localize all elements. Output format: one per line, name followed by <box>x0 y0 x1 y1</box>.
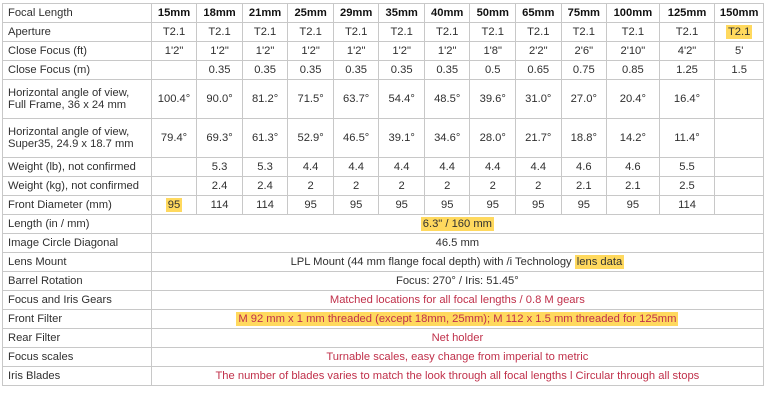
close-focus-m-cell: 1.5 <box>715 61 764 80</box>
close-focus-m-cell: 0.35 <box>333 61 379 80</box>
close-focus-m-cell: 1.25 <box>659 61 715 80</box>
weight-lb-row <box>3 158 764 177</box>
front-diameter-label: Front Diameter (mm) <box>3 196 152 215</box>
weight-lb-cell: 4.4 <box>379 158 425 177</box>
close-focus-ft-cell: 1'2" <box>197 42 243 61</box>
angle-s35-cell: 69.3° <box>197 119 243 158</box>
angle-s35-cell: 46.5° <box>333 119 379 158</box>
weight-kg-cell: 2 <box>516 177 562 196</box>
header-100mm: 100mm <box>607 4 660 23</box>
weight-kg-cell: 2 <box>424 177 470 196</box>
lens-mount-label: Lens Mount <box>3 253 152 272</box>
angle-s35-cell: 14.2° <box>607 119 660 158</box>
rear-filter-label: Rear Filter <box>3 329 152 348</box>
close-focus-m-cell: 0.35 <box>379 61 425 80</box>
rear-filter-row <box>3 329 764 348</box>
aperture-cell: T2.1 <box>607 23 660 42</box>
image-circle-row <box>3 234 764 253</box>
angle-ff-cell: 16.4° <box>659 80 715 119</box>
gears-label: Focus and Iris Gears <box>3 291 152 310</box>
close-focus-m-cell: 0.35 <box>197 61 243 80</box>
angle-ff-cell: 27.0° <box>561 80 607 119</box>
weight-lb-cell: 4.4 <box>516 158 562 177</box>
front-filter-value-cell <box>151 310 763 329</box>
close-focus-ft-cell: 2'2" <box>516 42 562 61</box>
front-diameter-cell: 95 <box>470 196 516 215</box>
angle-s35-cell <box>715 119 764 158</box>
angle-ff-cell: 31.0° <box>516 80 562 119</box>
front-diameter-cell: 95 <box>379 196 425 215</box>
header-21mm: 21mm <box>242 4 288 23</box>
close-focus-m-row <box>3 61 764 80</box>
aperture-row <box>3 23 764 42</box>
weight-lb-cell <box>715 158 764 177</box>
weight-kg-label: Weight (kg), not confirmed <box>3 177 152 196</box>
close-focus-m-cell: 0.35 <box>288 61 334 80</box>
weight-lb-cell <box>151 158 197 177</box>
angle-s35-cell: 11.4° <box>659 119 715 158</box>
header-65mm: 65mm <box>516 4 562 23</box>
length-label: Length (in / mm) <box>3 215 152 234</box>
iris-blades-row <box>3 367 764 386</box>
header-125mm: 125mm <box>659 4 715 23</box>
aperture-cell: T2.1 <box>516 23 562 42</box>
weight-lb-cell: 4.4 <box>288 158 334 177</box>
length-value-cell <box>151 215 763 234</box>
close-focus-ft-cell: 1'2" <box>151 42 197 61</box>
angle-ff-cell: 63.7° <box>333 80 379 119</box>
label-line: Super35, 24.9 x 18.7 mm <box>8 138 134 150</box>
lens-mount-value: LPL Mount (44 mm flange focal depth) with /i Technology <box>290 255 575 268</box>
close-focus-m-cell: 0.85 <box>607 61 660 80</box>
gears-value: Matched locations for all focal lengths / 0.8 M gears <box>151 291 763 310</box>
angle-ff-cell: 48.5° <box>424 80 470 119</box>
header-15mm: 15mm <box>151 4 197 23</box>
aperture-cell-150mm <box>715 23 764 42</box>
aperture-cell: T2.1 <box>379 23 425 42</box>
close-focus-ft-cell: 1'2" <box>242 42 288 61</box>
angle-ff-cell: 81.2° <box>242 80 288 119</box>
front-diameter-cell: 95 <box>561 196 607 215</box>
close-focus-m-label: Close Focus (m) <box>3 61 152 80</box>
front-diameter-cell: 95 <box>333 196 379 215</box>
aperture-cell: T2.1 <box>288 23 334 42</box>
angle-s35-cell: 61.3° <box>242 119 288 158</box>
angle-super35-row <box>3 119 764 158</box>
angle-full-frame-label <box>3 80 152 119</box>
angle-full-frame-row <box>3 80 764 119</box>
rear-filter-value: Net holder <box>151 329 763 348</box>
weight-kg-cell: 2.5 <box>659 177 715 196</box>
highlighted-value: lens data <box>576 255 623 268</box>
header-150mm: 150mm <box>715 4 764 23</box>
header-row <box>3 4 764 23</box>
close-focus-m-cell: 0.75 <box>561 61 607 80</box>
close-focus-ft-cell: 5' <box>715 42 764 61</box>
weight-kg-row <box>3 177 764 196</box>
barrel-rotation-value: Focus: 270° / Iris: 51.45° <box>151 272 763 291</box>
weight-lb-cell: 4.4 <box>470 158 516 177</box>
header-35mm: 35mm <box>379 4 425 23</box>
close-focus-ft-cell: 1'2" <box>379 42 425 61</box>
angle-ff-cell: 100.4° <box>151 80 197 119</box>
close-focus-m-cell <box>151 61 197 80</box>
weight-kg-cell: 2 <box>333 177 379 196</box>
close-focus-ft-cell: 2'10" <box>607 42 660 61</box>
weight-kg-cell: 2.4 <box>197 177 243 196</box>
image-circle-value: 46.5 mm <box>151 234 763 253</box>
angle-ff-cell: 20.4° <box>607 80 660 119</box>
angle-ff-cell: 54.4° <box>379 80 425 119</box>
weight-lb-cell: 4.6 <box>607 158 660 177</box>
front-diameter-row <box>3 196 764 215</box>
header-18mm: 18mm <box>197 4 243 23</box>
front-diameter-cell: 95 <box>288 196 334 215</box>
length-row <box>3 215 764 234</box>
weight-lb-cell: 4.4 <box>333 158 379 177</box>
weight-lb-cell: 4.6 <box>561 158 607 177</box>
lens-mount-value-cell <box>151 253 763 272</box>
header-29mm: 29mm <box>333 4 379 23</box>
weight-kg-cell: 2.4 <box>242 177 288 196</box>
weight-kg-cell: 2 <box>288 177 334 196</box>
highlighted-value: T2.1 <box>727 25 751 38</box>
gears-row <box>3 291 764 310</box>
lens-mount-row <box>3 253 764 272</box>
header-40mm: 40mm <box>424 4 470 23</box>
close-focus-m-cell: 0.65 <box>516 61 562 80</box>
front-diameter-cell: 114 <box>242 196 288 215</box>
aperture-cell: T2.1 <box>470 23 516 42</box>
weight-kg-cell: 2 <box>379 177 425 196</box>
close-focus-ft-label: Close Focus (ft) <box>3 42 152 61</box>
focus-scales-value: Turnable scales, easy change from imperial to metric <box>151 348 763 367</box>
label-line: Full Frame, 36 x 24 mm <box>8 99 127 111</box>
angle-s35-cell: 34.6° <box>424 119 470 158</box>
angle-s35-cell: 52.9° <box>288 119 334 158</box>
angle-ff-cell: 71.5° <box>288 80 334 119</box>
close-focus-m-cell: 0.35 <box>424 61 470 80</box>
aperture-cell: T2.1 <box>242 23 288 42</box>
weight-kg-cell <box>715 177 764 196</box>
angle-s35-cell: 79.4° <box>151 119 197 158</box>
aperture-cell: T2.1 <box>151 23 197 42</box>
angle-s35-cell: 39.1° <box>379 119 425 158</box>
close-focus-ft-cell: 1'2" <box>288 42 334 61</box>
weight-lb-cell: 4.4 <box>424 158 470 177</box>
angle-s35-cell: 28.0° <box>470 119 516 158</box>
close-focus-m-cell: 0.35 <box>242 61 288 80</box>
angle-ff-cell: 39.6° <box>470 80 516 119</box>
image-circle-label: Image Circle Diagonal <box>3 234 152 253</box>
header-50mm: 50mm <box>470 4 516 23</box>
close-focus-ft-cell: 1'8" <box>470 42 516 61</box>
angle-s35-cell: 18.8° <box>561 119 607 158</box>
front-diameter-cell: 114 <box>659 196 715 215</box>
header-75mm: 75mm <box>561 4 607 23</box>
angle-ff-cell <box>715 80 764 119</box>
close-focus-m-cell: 0.5 <box>470 61 516 80</box>
weight-kg-cell <box>151 177 197 196</box>
aperture-cell: T2.1 <box>333 23 379 42</box>
front-diameter-cell: 95 <box>607 196 660 215</box>
weight-lb-cell: 5.3 <box>242 158 288 177</box>
angle-ff-cell: 90.0° <box>197 80 243 119</box>
header-25mm: 25mm <box>288 4 334 23</box>
angle-s35-cell: 21.7° <box>516 119 562 158</box>
weight-lb-cell: 5.5 <box>659 158 715 177</box>
weight-lb-cell: 5.3 <box>197 158 243 177</box>
weight-kg-cell: 2 <box>470 177 516 196</box>
header-focal-length: Focal Length <box>3 4 152 23</box>
front-diameter-cell: 95 <box>516 196 562 215</box>
lens-spec-table <box>2 3 764 386</box>
weight-kg-cell: 2.1 <box>607 177 660 196</box>
aperture-label: Aperture <box>3 23 152 42</box>
front-diameter-cell: 95 <box>424 196 470 215</box>
label-line: Horizontal angle of view, <box>8 86 130 99</box>
angle-super35-label <box>3 119 152 158</box>
front-diameter-cell <box>715 196 764 215</box>
barrel-rotation-label: Barrel Rotation <box>3 272 152 291</box>
aperture-cell: T2.1 <box>561 23 607 42</box>
focus-scales-row <box>3 348 764 367</box>
close-focus-ft-cell: 2'6" <box>561 42 607 61</box>
focus-scales-label: Focus scales <box>3 348 152 367</box>
aperture-cell: T2.1 <box>424 23 470 42</box>
label-line: Horizontal angle of view, <box>8 125 130 138</box>
close-focus-ft-cell: 1'2" <box>424 42 470 61</box>
close-focus-ft-row <box>3 42 764 61</box>
iris-blades-value: The number of blades varies to match the look through all focal lengths l Circular through all stops <box>151 367 763 386</box>
front-diameter-cell: 114 <box>197 196 243 215</box>
close-focus-ft-cell: 4'2" <box>659 42 715 61</box>
barrel-rotation-row <box>3 272 764 291</box>
weight-kg-cell: 2.1 <box>561 177 607 196</box>
close-focus-ft-cell: 1'2" <box>333 42 379 61</box>
iris-blades-label: Iris Blades <box>3 367 152 386</box>
front-filter-label: Front Filter <box>3 310 152 329</box>
front-filter-row <box>3 310 764 329</box>
highlighted-value: 95 <box>167 198 181 211</box>
front-diameter-cell-15mm <box>151 196 197 215</box>
aperture-cell: T2.1 <box>197 23 243 42</box>
weight-lb-label: Weight (lb), not confirmed <box>3 158 152 177</box>
aperture-cell: T2.1 <box>659 23 715 42</box>
highlighted-value: 6.3" / 160 mm <box>422 217 492 230</box>
highlighted-value: M 92 mm x 1 mm threaded (except 18mm, 25mm); M 112 x 1.5 mm threaded for 125mm <box>238 312 677 325</box>
